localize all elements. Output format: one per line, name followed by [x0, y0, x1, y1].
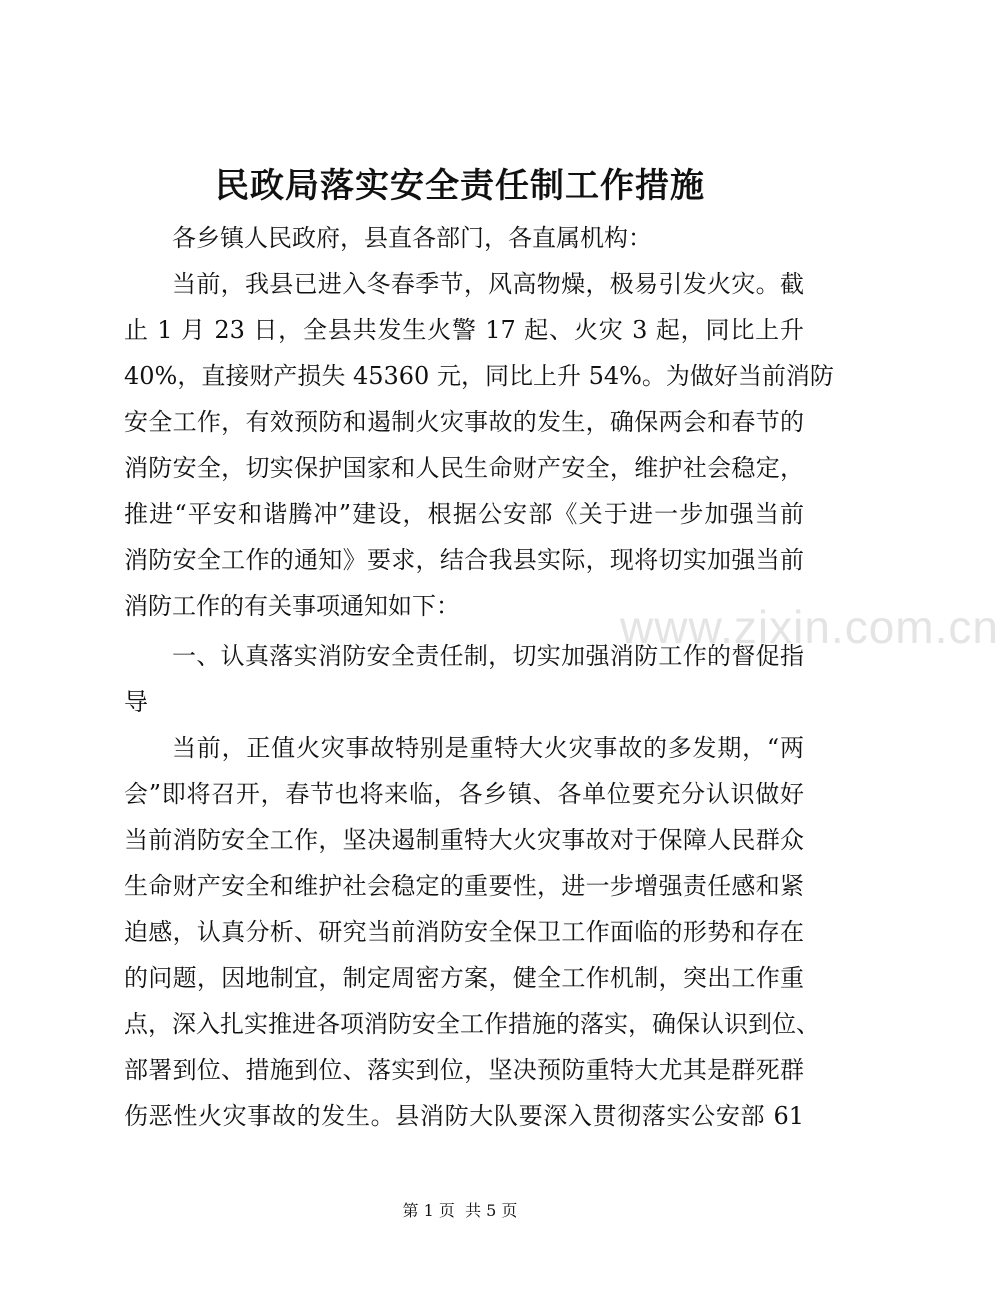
- body-line: 当前消防安全工作，坚决遏制重特大火灾事故对于保障人民群众: [124, 826, 804, 854]
- body-line: 止 1 月 23 日，全县共发生火警 17 起、火灾 3 起，同比上升: [124, 316, 804, 344]
- body-line: 消防安全，切实保护国家和人民生命财产安全，维护社会稳定，: [124, 454, 804, 482]
- body-line: 消防安全工作的通知》要求，结合我县实际，现将切实加强当前: [124, 546, 804, 574]
- body-line: 推进“平安和谐腾冲”建设，根据公安部《关于进一步加强当前: [124, 500, 804, 528]
- section-heading-line: 一、认真落实消防安全责任制，切实加强消防工作的督促指: [172, 642, 804, 670]
- page-number: 第 1 页 共 5 页: [402, 1201, 518, 1220]
- body-line: 会”即将召开，春节也将来临，各乡镇、各单位要充分认识做好: [124, 780, 804, 808]
- body-line: 40%，直接财产损失 45360 元，同比上升 54%。为做好当前消防: [124, 362, 834, 390]
- page-footer: [0, 1199, 920, 1223]
- salutation-line: 各乡镇人民政府，县直各部门，各直属机构：: [172, 224, 652, 252]
- watermark: www.zixin.com.cn: [620, 601, 999, 653]
- body-line: 伤恶性火灾事故的发生。县消防大队要深入贯彻落实公安部 61: [124, 1102, 804, 1130]
- body-line: 当前，我县已进入冬春季节，风高物燥，极易引发火灾。截: [172, 270, 804, 298]
- body-line: 的问题，因地制宜，制定周密方案，健全工作机制，突出工作重: [124, 964, 804, 992]
- document-title: 民政局落实安全责任制工作措施: [215, 166, 705, 206]
- body-line: 迫感，认真分析、研究当前消防安全保卫工作面临的形势和存在: [124, 918, 804, 946]
- section-heading-line: 导: [124, 688, 148, 716]
- body-line: 部署到位、措施到位、落实到位，坚决预防重特大尤其是群死群: [124, 1056, 804, 1084]
- body-line: 消防工作的有关事项通知如下：: [124, 592, 460, 620]
- body-line: 当前，正值火灾事故特别是重特大火灾事故的多发期，“两: [172, 734, 804, 762]
- body-line: 点，深入扎实推进各项消防安全工作措施的落实，确保认识到位、: [124, 1010, 820, 1038]
- body-line: 安全工作，有效预防和遏制火灾事故的发生，确保两会和春节的: [124, 408, 804, 436]
- body-line: 生命财产安全和维护社会稳定的重要性，进一步增强责任感和紧: [124, 872, 804, 900]
